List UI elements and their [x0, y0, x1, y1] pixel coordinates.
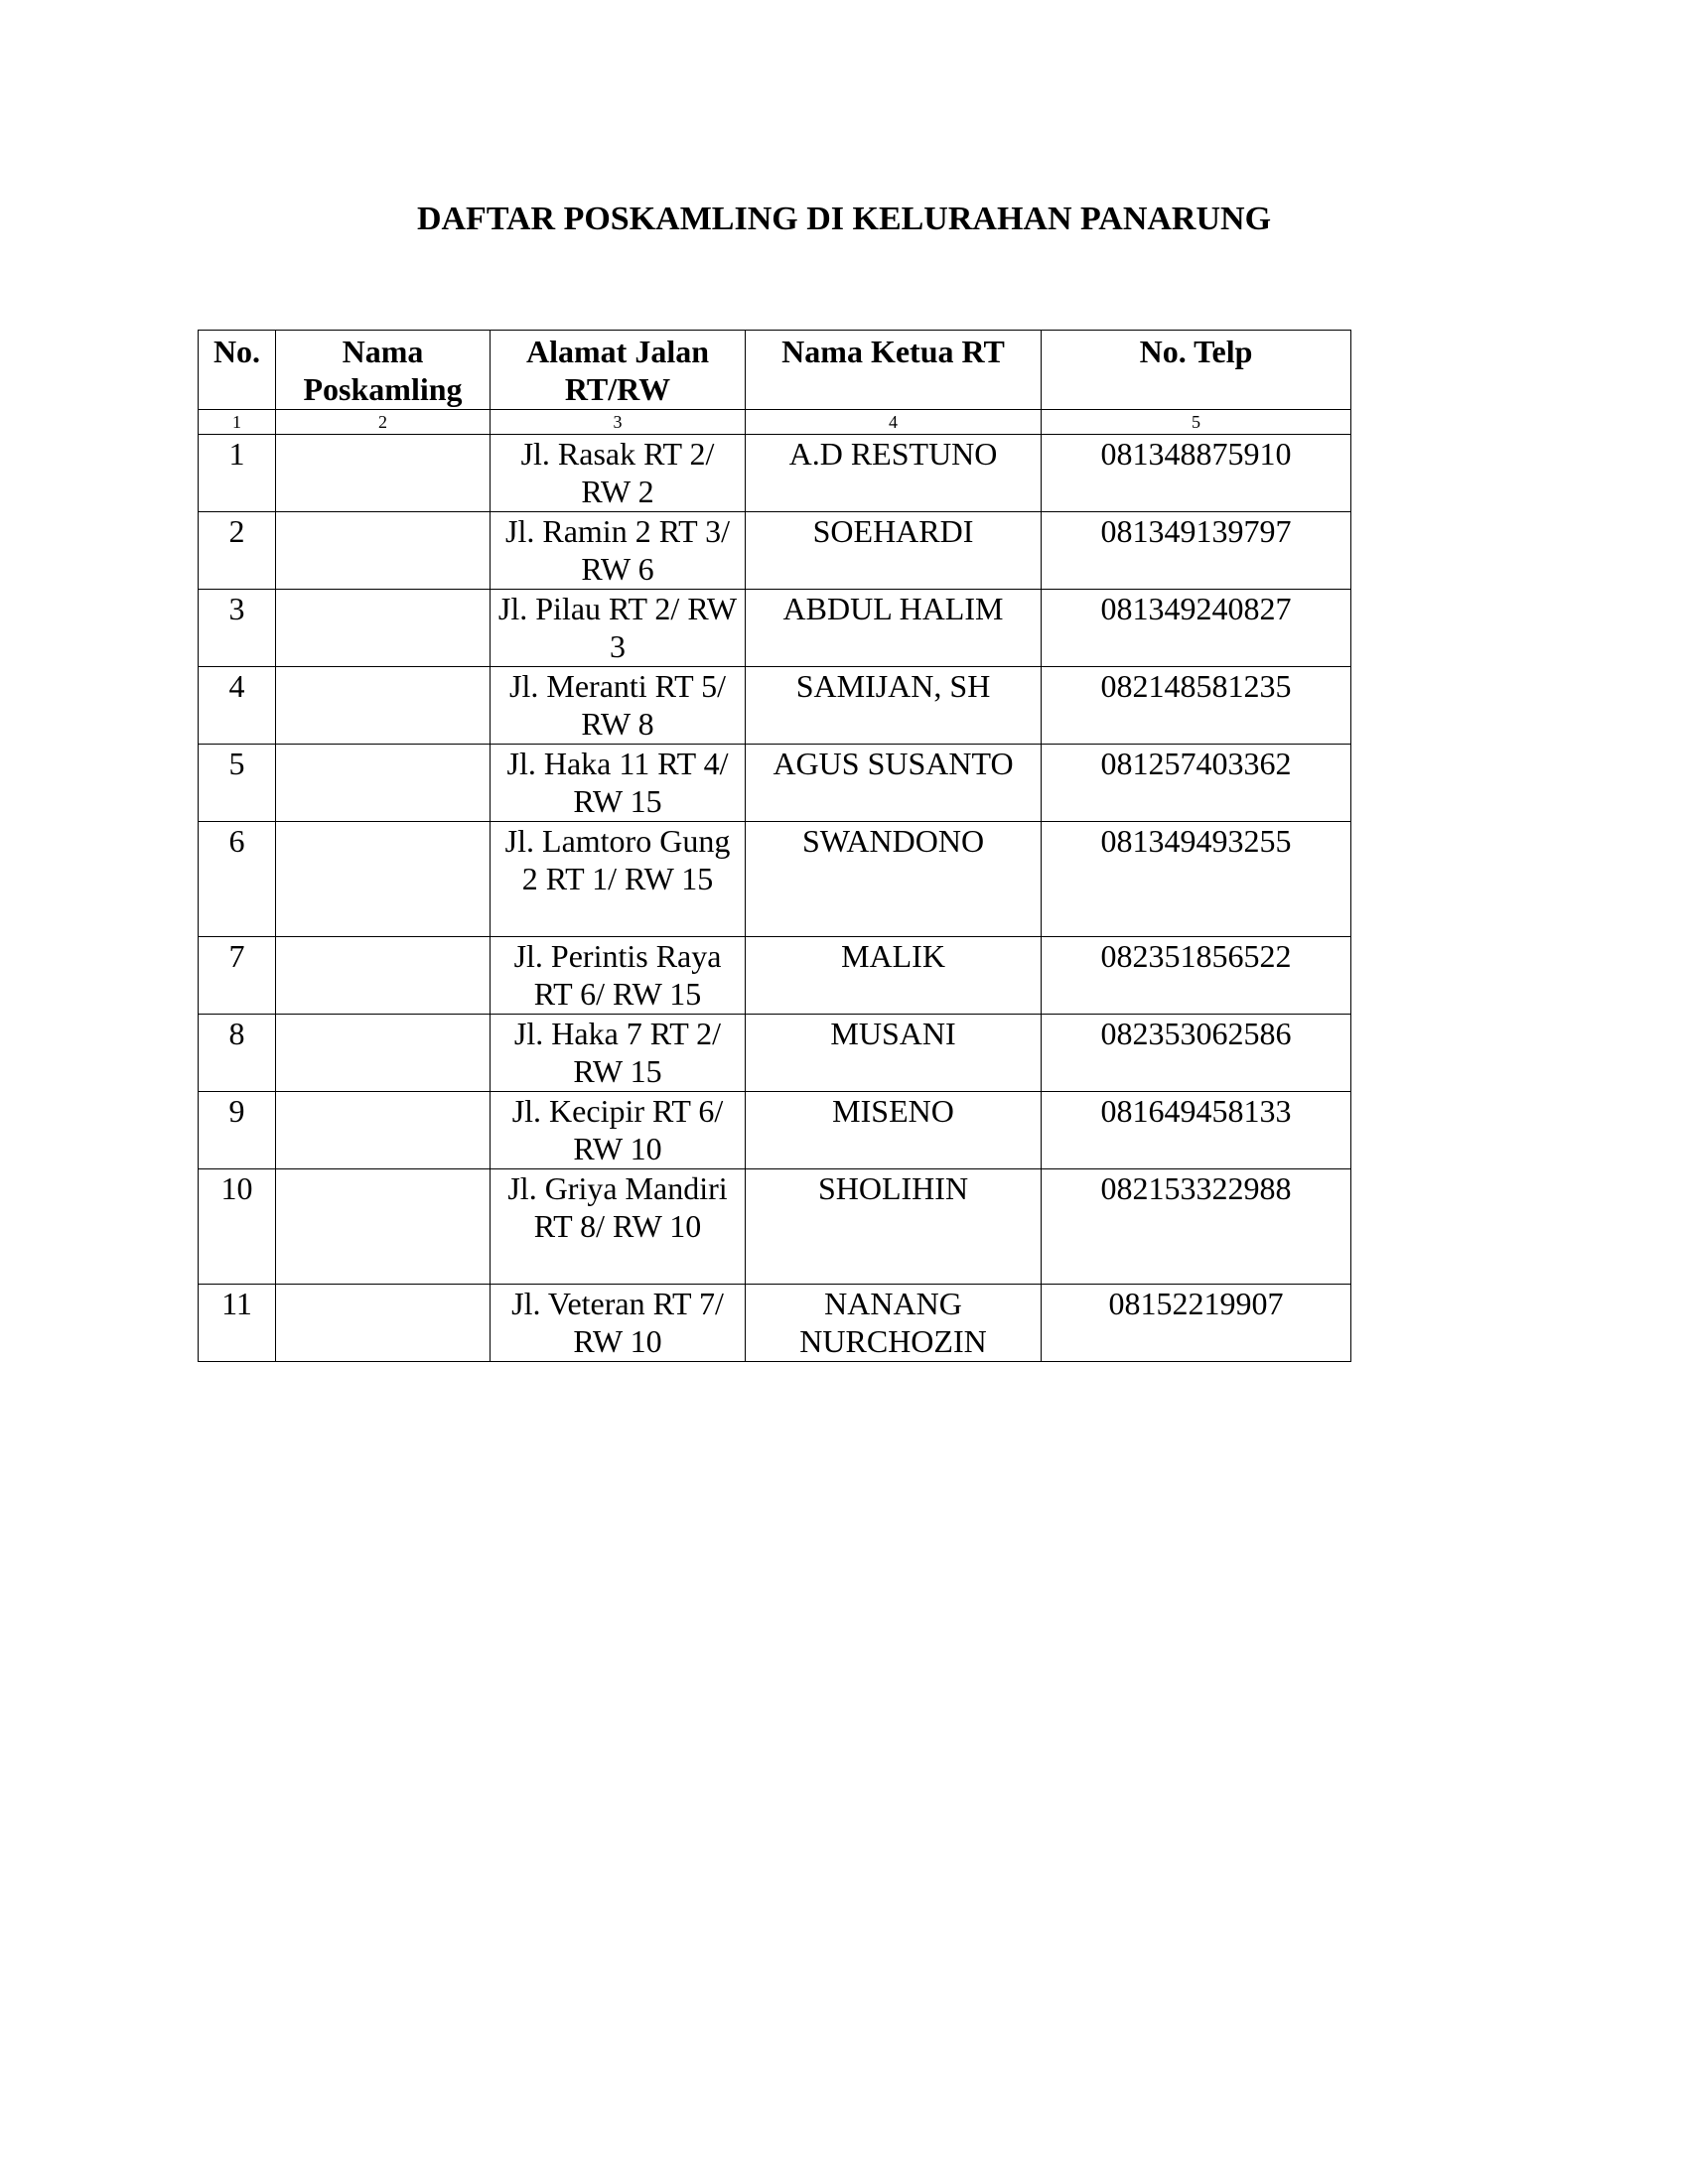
cell-alamat: Jl. Pilau RT 2/ RW 3	[491, 590, 746, 667]
cell-nama-poskamling	[276, 1092, 491, 1169]
cell-nama-poskamling	[276, 1015, 491, 1092]
cell-alamat: Jl. Veteran RT 7/ RW 10	[491, 1285, 746, 1362]
cell-ketua: A.D RESTUNO	[746, 435, 1042, 512]
table-row	[199, 590, 1351, 667]
poskamling-table	[198, 330, 1351, 1362]
cell-ketua: SWANDONO	[746, 822, 1042, 937]
cell-telp: 082153322988	[1042, 1169, 1351, 1285]
header-telp: No. Telp	[1042, 331, 1351, 410]
page-title: DAFTAR POSKAMLING DI KELURAHAN PANARUNG	[416, 201, 1272, 237]
cell-ketua: SOEHARDI	[746, 512, 1042, 590]
cell-no: 6	[199, 822, 276, 937]
cell-no: 4	[199, 667, 276, 745]
column-number: 3	[491, 410, 746, 435]
cell-alamat: Jl. Griya Mandiri RT 8/ RW 10	[491, 1169, 746, 1285]
cell-nama-poskamling	[276, 822, 491, 937]
cell-ketua: SAMIJAN, SH	[746, 667, 1042, 745]
cell-no: 5	[199, 745, 276, 822]
cell-nama-poskamling	[276, 435, 491, 512]
cell-ketua: MUSANI	[746, 1015, 1042, 1092]
header-alamat: Alamat Jalan RT/RW	[491, 331, 746, 410]
cell-telp: 081257403362	[1042, 745, 1351, 822]
cell-alamat: Jl. Lamtoro Gung 2 RT 1/ RW 15	[491, 822, 746, 937]
cell-alamat: Jl. Kecipir RT 6/ RW 10	[491, 1092, 746, 1169]
table-row	[199, 435, 1351, 512]
cell-no: 7	[199, 937, 276, 1015]
cell-telp: 081649458133	[1042, 1092, 1351, 1169]
table-row	[199, 1285, 1351, 1362]
table-row	[199, 1169, 1351, 1285]
cell-ketua: NANANG NURCHOZIN	[746, 1285, 1042, 1362]
cell-alamat: Jl. Ramin 2 RT 3/ RW 6	[491, 512, 746, 590]
cell-no: 1	[199, 435, 276, 512]
cell-no: 8	[199, 1015, 276, 1092]
table-row	[199, 667, 1351, 745]
cell-telp: 081348875910	[1042, 435, 1351, 512]
column-number-row	[199, 410, 1351, 435]
cell-alamat: Jl. Haka 11 RT 4/ RW 15	[491, 745, 746, 822]
column-number: 2	[276, 410, 491, 435]
cell-nama-poskamling	[276, 745, 491, 822]
cell-telp: 081349240827	[1042, 590, 1351, 667]
cell-telp: 08152219907	[1042, 1285, 1351, 1362]
header-no: No.	[199, 331, 276, 410]
cell-nama-poskamling	[276, 1285, 491, 1362]
cell-telp: 082351856522	[1042, 937, 1351, 1015]
cell-telp: 081349493255	[1042, 822, 1351, 937]
cell-no: 9	[199, 1092, 276, 1169]
cell-telp: 082353062586	[1042, 1015, 1351, 1092]
cell-ketua: ABDUL HALIM	[746, 590, 1042, 667]
cell-alamat: Jl. Perintis Raya RT 6/ RW 15	[491, 937, 746, 1015]
cell-ketua: SHOLIHIN	[746, 1169, 1042, 1285]
column-number: 1	[199, 410, 276, 435]
cell-nama-poskamling	[276, 512, 491, 590]
table-row	[199, 822, 1351, 937]
cell-nama-poskamling	[276, 937, 491, 1015]
cell-telp: 081349139797	[1042, 512, 1351, 590]
cell-alamat: Jl. Meranti RT 5/ RW 8	[491, 667, 746, 745]
cell-no: 3	[199, 590, 276, 667]
table-row	[199, 512, 1351, 590]
table-row	[199, 1092, 1351, 1169]
cell-no: 10	[199, 1169, 276, 1285]
cell-ketua: MISENO	[746, 1092, 1042, 1169]
cell-alamat: Jl. Rasak RT 2/ RW 2	[491, 435, 746, 512]
cell-alamat: Jl. Haka 7 RT 2/ RW 15	[491, 1015, 746, 1092]
cell-ketua: AGUS SUSANTO	[746, 745, 1042, 822]
header-nama-poskamling: Nama Poskamling	[276, 331, 491, 410]
cell-telp: 082148581235	[1042, 667, 1351, 745]
cell-ketua: MALIK	[746, 937, 1042, 1015]
table-row	[199, 1015, 1351, 1092]
cell-no: 2	[199, 512, 276, 590]
cell-nama-poskamling	[276, 1169, 491, 1285]
column-number: 5	[1042, 410, 1351, 435]
table-row	[199, 745, 1351, 822]
cell-no: 11	[199, 1285, 276, 1362]
cell-nama-poskamling	[276, 667, 491, 745]
header-row	[199, 331, 1351, 410]
column-number: 4	[746, 410, 1042, 435]
cell-nama-poskamling	[276, 590, 491, 667]
header-ketua: Nama Ketua RT	[746, 331, 1042, 410]
table-row	[199, 937, 1351, 1015]
